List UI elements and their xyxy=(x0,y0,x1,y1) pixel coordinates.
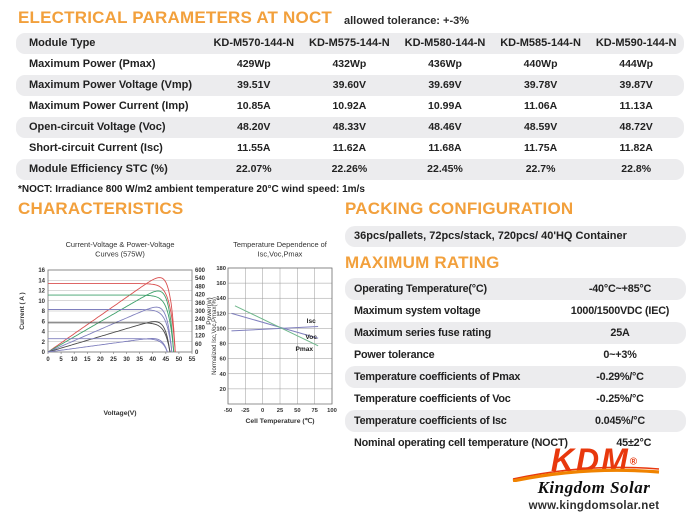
svg-text:100: 100 xyxy=(216,326,226,333)
parameter-value: 10.99A xyxy=(428,100,462,112)
svg-text:40: 40 xyxy=(149,357,157,363)
svg-text:60: 60 xyxy=(195,341,202,348)
rating-label: Maximum series fuse rating xyxy=(354,327,492,339)
characteristics-title: CHARACTERISTICS xyxy=(18,199,184,218)
svg-text:25: 25 xyxy=(276,408,284,414)
parameter-value: 48.20V xyxy=(237,121,271,133)
parameter-value: 48.59V xyxy=(523,121,558,133)
svg-text:4: 4 xyxy=(41,329,45,336)
electrical-row xyxy=(16,54,684,75)
electrical-heading-group xyxy=(18,8,469,28)
svg-text:160: 160 xyxy=(216,281,226,288)
tolerance-note: allowed tolerance: +-3% xyxy=(344,15,470,27)
parameter-value: 39.51V xyxy=(237,79,271,91)
svg-text:300: 300 xyxy=(195,309,206,315)
parameter-value: 10.85A xyxy=(236,100,271,112)
svg-text:60: 60 xyxy=(219,356,226,363)
svg-text:600: 600 xyxy=(195,268,206,274)
parameter-label: Maximum Power Current (Imp) xyxy=(29,100,189,112)
svg-text:50: 50 xyxy=(175,357,183,363)
svg-text:20: 20 xyxy=(219,386,226,393)
svg-text:0: 0 xyxy=(46,357,50,363)
svg-text:Current-Voltage & Power-Voltag: Current-Voltage & Power-Voltage xyxy=(65,240,175,249)
svg-text:16: 16 xyxy=(38,268,45,274)
svg-text:35: 35 xyxy=(136,357,143,363)
svg-text:Voltage(V): Voltage(V) xyxy=(103,410,137,417)
electrical-row xyxy=(16,159,684,180)
svg-text:6: 6 xyxy=(41,319,45,326)
svg-text:Power(w): Power(w) xyxy=(206,297,213,325)
svg-text:25: 25 xyxy=(110,357,117,363)
svg-text:Curves (575W): Curves (575W) xyxy=(95,249,145,259)
parameter-label: Maximum Power Voltage (Vmp) xyxy=(29,79,192,91)
rating-row xyxy=(345,388,686,410)
parameter-value: 22.07% xyxy=(235,163,272,175)
electrical-title: ELECTRICAL PARAMETERS AT NOCT xyxy=(18,8,332,27)
parameter-value: 11.62A xyxy=(332,142,367,154)
parameter-value: 22.45% xyxy=(427,163,463,175)
module-column-header: KD-M590-144-N xyxy=(595,37,677,49)
electrical-row xyxy=(16,117,684,138)
svg-text:Voc: Voc xyxy=(305,334,318,342)
rating-value: 0~+3% xyxy=(603,349,637,361)
logo-brand-wrap xyxy=(503,442,685,480)
rating-row xyxy=(345,410,686,432)
rating-row xyxy=(345,366,686,388)
module-column-header: KD-M580-144-N xyxy=(404,37,486,49)
svg-text:100: 100 xyxy=(327,408,337,414)
parameter-label: Short-circuit Current (Isc) xyxy=(29,142,163,154)
rating-value: 1000/1500VDC (IEC) xyxy=(570,305,670,317)
svg-text:360: 360 xyxy=(195,300,206,307)
rating-value: 45±2°C xyxy=(616,437,652,449)
svg-text:Cell Temperature (℃): Cell Temperature (℃) xyxy=(245,418,315,425)
parameter-label: Open-circuit Voltage (Voc) xyxy=(29,121,166,133)
iv-pv-curves-chart xyxy=(14,236,218,426)
svg-text:180: 180 xyxy=(195,325,206,332)
svg-text:120: 120 xyxy=(195,333,206,340)
parameter-value: 432Wp xyxy=(332,58,367,70)
svg-text:10: 10 xyxy=(38,298,45,305)
svg-text:Temperature Dependence of: Temperature Dependence of xyxy=(233,240,327,249)
svg-text:Current ( A ): Current ( A ) xyxy=(19,292,26,330)
rating-label: Maximum system voltage xyxy=(354,305,481,317)
svg-text:540: 540 xyxy=(195,276,206,283)
electrical-table xyxy=(16,33,684,180)
svg-text:80: 80 xyxy=(219,341,226,348)
parameter-value: 39.87V xyxy=(619,79,653,91)
rating-row xyxy=(345,344,686,366)
svg-text:5: 5 xyxy=(59,357,63,363)
svg-text:14: 14 xyxy=(38,278,45,285)
parameter-value: 39.78V xyxy=(523,79,558,91)
svg-text:Normalized Isc,Voc,Pmax(%): Normalized Isc,Voc,Pmax(%) xyxy=(212,297,218,375)
svg-text:30: 30 xyxy=(123,357,130,363)
rating-value: -0.29%/°C xyxy=(596,371,644,383)
svg-text:-50: -50 xyxy=(223,408,233,414)
registered-trademark-icon: ® xyxy=(629,456,638,468)
parameter-value: 39.69V xyxy=(428,79,462,91)
parameter-label: Module Efficiency STC (%) xyxy=(29,163,168,175)
kingdom-solar-logo xyxy=(503,442,685,512)
module-column-header: KD-M575-144-N xyxy=(309,37,390,49)
parameter-value: 48.46V xyxy=(428,121,462,133)
svg-text:120: 120 xyxy=(216,311,226,318)
electrical-header-row xyxy=(16,33,684,54)
parameter-value: 11.55A xyxy=(237,142,271,154)
parameter-value: 48.72V xyxy=(619,121,653,133)
svg-text:240: 240 xyxy=(195,317,206,324)
svg-text:Isc,Voc,Pmax: Isc,Voc,Pmax xyxy=(257,249,303,259)
parameter-value: 22.8% xyxy=(621,163,652,175)
parameter-value: 11.82A xyxy=(619,142,653,154)
rating-value: -40°C~+85°C xyxy=(588,283,652,295)
module-type-header: Module Type xyxy=(29,37,96,49)
parameter-value: 22.7% xyxy=(525,163,556,175)
parameter-value: 444Wp xyxy=(619,58,654,70)
rating-row xyxy=(345,300,686,322)
rating-value: -0.25%/°C xyxy=(596,393,644,405)
svg-text:12: 12 xyxy=(38,288,45,295)
parameter-value: 22.26% xyxy=(331,163,368,175)
module-column-header: KD-M570-144-N xyxy=(213,37,295,49)
svg-text:0: 0 xyxy=(41,350,45,356)
svg-text:10: 10 xyxy=(70,357,78,363)
svg-text:8: 8 xyxy=(41,309,45,315)
parameter-value: 11.13A xyxy=(619,100,653,112)
svg-text:0: 0 xyxy=(261,408,265,414)
logo-brand-text: KDM xyxy=(550,442,630,478)
parameter-value: 11.68A xyxy=(428,142,462,154)
parameter-value: 11.75A xyxy=(523,142,558,154)
electrical-row xyxy=(16,96,684,117)
svg-text:55: 55 xyxy=(188,357,196,363)
svg-text:-25: -25 xyxy=(241,408,250,414)
logo-company-name: Kingdom Solar xyxy=(537,478,651,497)
temperature-dependence-chart xyxy=(210,236,342,432)
svg-text:20: 20 xyxy=(97,357,104,363)
rating-label: Temperature coefficients of Isc xyxy=(354,415,507,427)
svg-text:420: 420 xyxy=(195,292,206,299)
parameter-value: 39.60V xyxy=(332,79,367,91)
packing-title: PACKING CONFIGURATION xyxy=(345,199,574,218)
rating-row xyxy=(345,278,686,300)
svg-text:Isc: Isc xyxy=(306,318,316,326)
parameter-value: 11.06A xyxy=(523,100,558,112)
rating-value: 25A xyxy=(610,327,630,339)
parameter-label: Maximum Power (Pmax) xyxy=(29,58,156,70)
logo-website: www.kingdomsolar.net xyxy=(528,500,660,512)
svg-text:75: 75 xyxy=(311,408,318,414)
module-column-header: KD-M585-144-N xyxy=(500,37,581,49)
svg-text:480: 480 xyxy=(195,284,206,291)
rating-label: Power tolerance xyxy=(354,349,435,361)
rating-label: Temperature coefficients of Voc xyxy=(354,393,511,405)
electrical-row xyxy=(16,75,684,96)
parameter-value: 10.92A xyxy=(332,100,367,112)
svg-text:2: 2 xyxy=(41,339,45,346)
rating-label: Temperature coefficients of Pmax xyxy=(354,371,521,383)
rating-label: Operating Temperature(°C) xyxy=(354,283,487,295)
parameter-value: 429Wp xyxy=(236,58,271,70)
rating-value: 0.045%/°C xyxy=(595,415,645,427)
maximum-rating-title: MAXIMUM RATING xyxy=(345,253,500,272)
noct-footnote: *NOCT: Irradiance 800 W/m2 ambient temperature 20°C wind speed: 1m/s xyxy=(18,184,365,195)
maximum-rating-table xyxy=(345,278,686,454)
svg-text:15: 15 xyxy=(83,357,91,363)
logo-swoosh-icon xyxy=(511,460,661,482)
parameter-value: 48.33V xyxy=(332,121,367,133)
parameter-value: 436Wp xyxy=(428,58,462,70)
electrical-row xyxy=(16,138,684,159)
rating-label: Nominal operating cell temperature (NOCT) xyxy=(354,437,568,449)
svg-text:45: 45 xyxy=(162,357,170,363)
svg-text:140: 140 xyxy=(216,296,226,303)
svg-text:40: 40 xyxy=(219,371,226,378)
svg-text:180: 180 xyxy=(216,266,226,272)
svg-text:Pmax: Pmax xyxy=(295,346,314,354)
svg-text:50: 50 xyxy=(294,408,301,414)
packing-info: 36pcs/pallets, 72pcs/stack, 720pcs/ 40'HQ Container xyxy=(345,226,686,247)
svg-text:0: 0 xyxy=(195,350,199,356)
rating-row xyxy=(345,322,686,344)
parameter-value: 440Wp xyxy=(523,58,558,70)
